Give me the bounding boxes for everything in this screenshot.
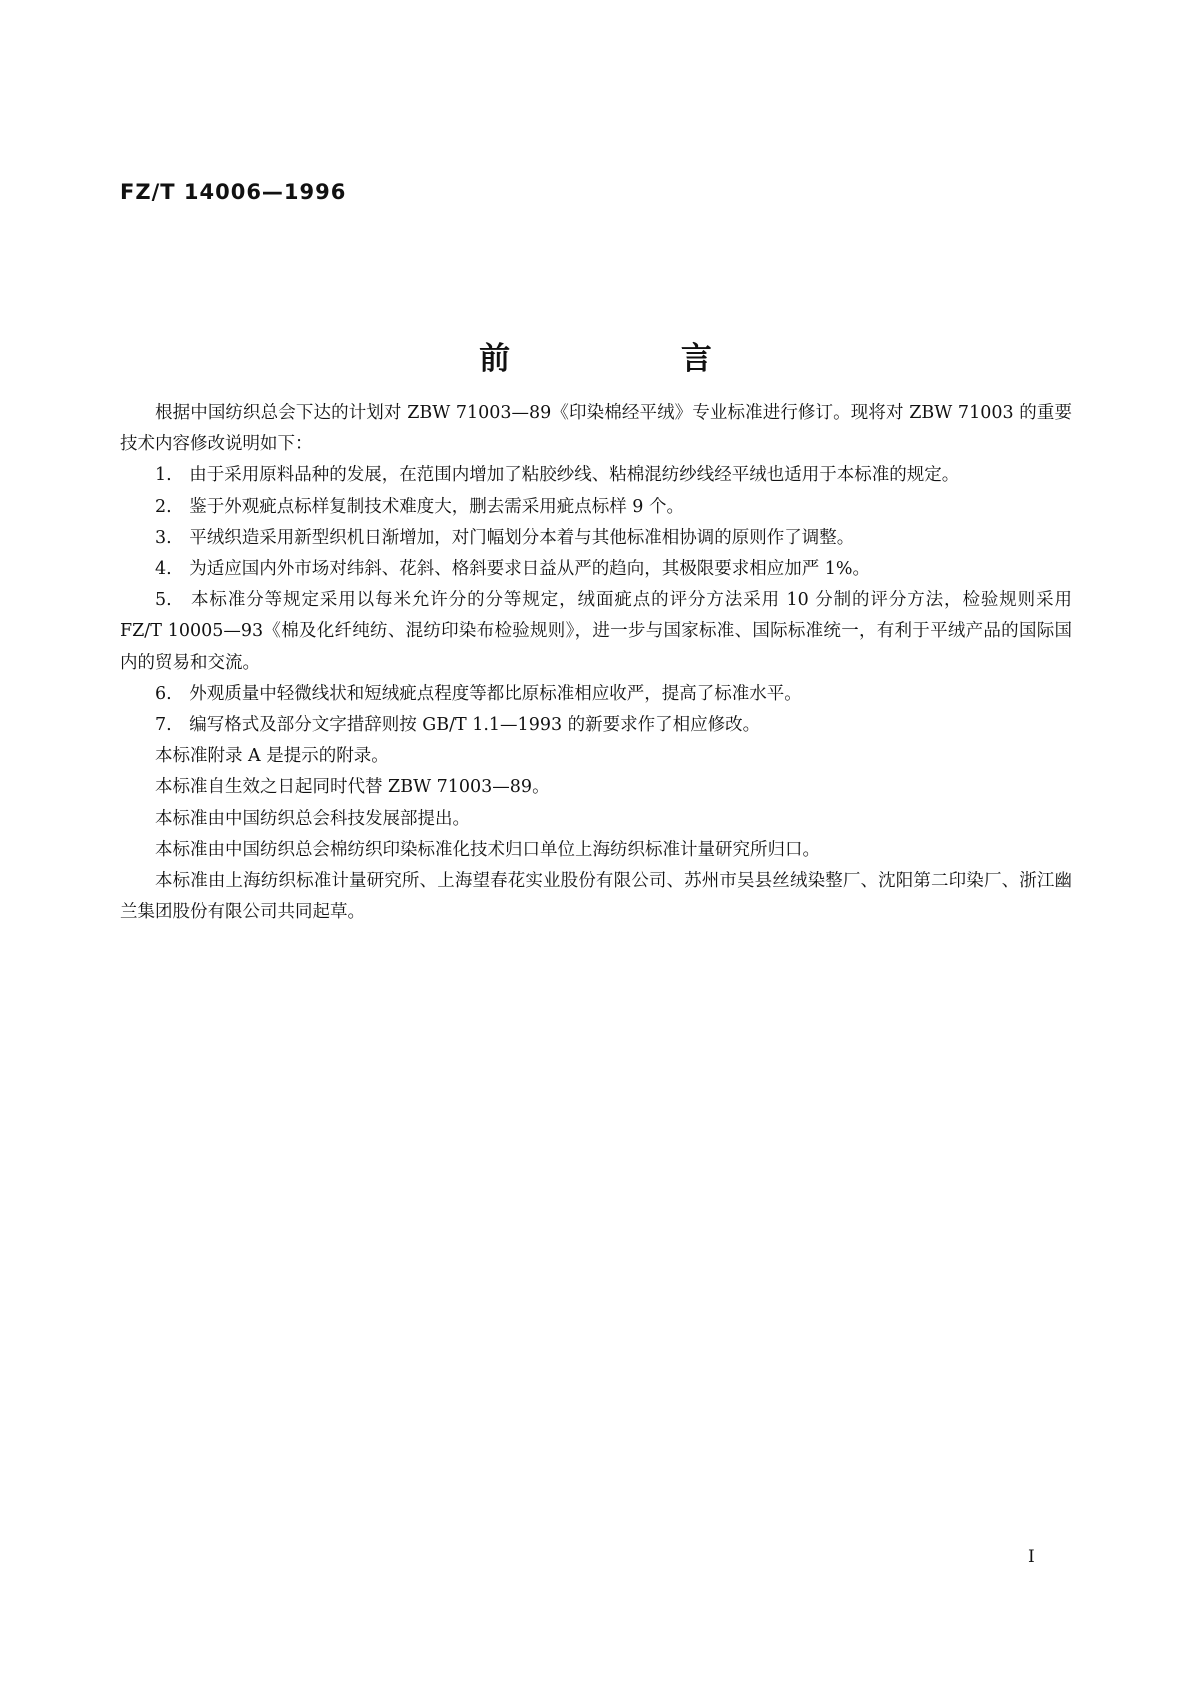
paragraph-item-7: 7. 编写格式及部分文字措辞则按 GB/T 1.1—1993 的新要求作了相应修改。 <box>155 715 761 736</box>
paragraph-item-4: 4. 为适应国内外市场对纬斜、花斜、格斜要求日益从严的趋向，其极限要求相应加严 1%。 <box>155 559 871 580</box>
paragraph-replaces: 本标准自生效之日起同时代替 ZBW 71003—89。 <box>155 777 550 798</box>
page-number: I <box>1028 1547 1035 1567</box>
paragraph-drafted-by: 本标准由上海纺织标准计量研究所、上海望春花实业股份有限公司、苏州市吴县丝绒染整厂、沈阳第二印染厂、浙江幽兰集团股份有限公司共同起草。 <box>120 871 1072 923</box>
paragraph-intro: 根据中国纺织总会下达的计划对 ZBW 71003—89《印染棉经平绒》专业标准进行修订。现将对 ZBW 71003 的重要技术内容修改说明如下： <box>120 403 1072 455</box>
paragraph-item-2: 2. 鉴于外观疵点标样复制技术难度大，删去需采用疵点标样 9 个。 <box>155 496 684 517</box>
paragraph-item-6: 6. 外观质量中轻微线状和短绒疵点程度等都比原标准相应收严，提高了标准水平。 <box>155 683 802 704</box>
standard-code: FZ/T 14006—1996 <box>120 180 347 204</box>
paragraph-proposed-by: 本标准由中国纺织总会科技发展部提出。 <box>155 808 470 829</box>
paragraph-managed-by: 本标准由中国纺织总会棉纺织印染标准化技术归口单位上海纺织标准计量研究所归口。 <box>155 839 820 860</box>
paragraph-item-1: 1. 由于采用原料品种的发展，在范围内增加了粘胶纱线、粘棉混纺纱线经平绒也适用于本标准的规定。 <box>155 465 960 486</box>
paragraph-appendix: 本标准附录 A 是提示的附录。 <box>155 746 389 767</box>
paragraph-item-5: 5. 本标准分等规定采用以每米允许分的分等规定，绒面疵点的评分方法采用 10 分制的评分方法，检验规则采用 FZ/T 10005—93《棉及化纤纯纺、混纺印染布检验规则》，进一步与国家标准、国际标准统一，有利于平绒产品的国际国内的贸易和交流。 <box>120 590 1072 673</box>
page-title: 前 言 <box>479 341 792 377</box>
paragraph-item-3: 3. 平绒织造采用新型织机日渐增加，对门幅划分本着与其他标准相协调的原则作了调整。 <box>155 527 855 548</box>
foreword-body <box>120 398 1072 928</box>
